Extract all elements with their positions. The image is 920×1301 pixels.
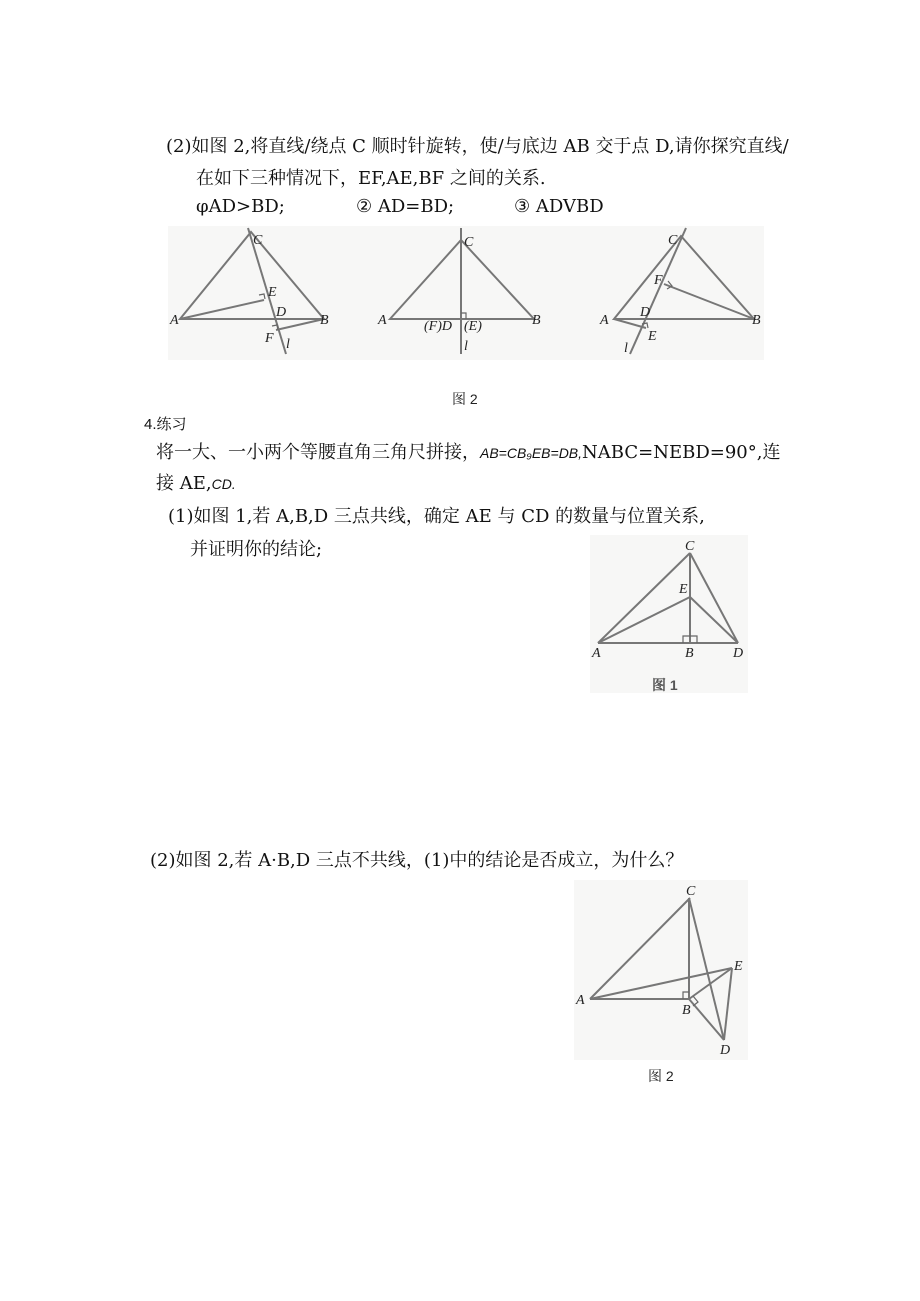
right-triangle — [599, 228, 761, 356]
right-label-e: E — [648, 329, 657, 344]
fig1-label-a: A — [592, 646, 601, 661]
left-label-l: l — [286, 337, 290, 352]
middle-label-c: C — [464, 235, 474, 250]
right-label-d: D — [640, 305, 651, 320]
fig2-label-a: A — [576, 993, 585, 1008]
left-label-f: F — [265, 331, 274, 346]
exercise-intro-line2 — [156, 473, 236, 495]
intro-text-a: 将一大、一小两个等腰直角三角尺拼接， — [156, 442, 480, 463]
fig1-line-ac — [598, 553, 690, 643]
figure2 — [574, 880, 748, 1060]
left-triangle-outline — [180, 232, 324, 319]
fig1-label-d: D — [733, 646, 744, 661]
question1-line1: (1)如图 1,若 A,B,D 三点共线，确定 AE 与 CD 的数量与位置关系, — [168, 506, 705, 527]
figure1 — [590, 535, 748, 693]
right-line-l — [630, 228, 686, 354]
middle-label-fd: (F)D — [424, 319, 452, 334]
middle-label-b: B — [532, 313, 541, 328]
fig1-line-cd — [690, 553, 738, 643]
fig2-label-e: E — [734, 959, 743, 974]
left-label-e: E — [268, 285, 277, 300]
figure1-svg — [590, 535, 748, 693]
intro-line2-b: CD. — [211, 476, 236, 492]
right-label-c: C — [668, 233, 678, 248]
case-1: φAD>BD; — [196, 196, 285, 217]
middle-label-a: A — [378, 313, 387, 328]
question1-line2: 并证明你的结论; — [190, 539, 323, 560]
right-label-a: A — [600, 313, 609, 328]
intro-line2-a: 接 AE, — [156, 473, 212, 494]
figure2-svg — [574, 880, 748, 1060]
question2: (2)如图 2,若 A·B,D 三点不共线，(1)中的结论是否成立，为什么？ — [150, 850, 684, 871]
left-right-angle-e — [259, 294, 265, 299]
left-label-a: A — [170, 313, 179, 328]
middle-label-e: (E) — [464, 319, 482, 334]
fig1-line-ae — [598, 597, 690, 643]
left-label-b: B — [320, 313, 329, 328]
right-label-l: l — [624, 341, 628, 356]
middle-triangle — [377, 228, 541, 354]
fig1-label-c: C — [685, 539, 695, 554]
right-segment-ae — [614, 319, 646, 328]
left-label-d: D — [276, 305, 287, 320]
exercise-heading: 4.练习 — [144, 416, 187, 433]
right-triangle-outline — [614, 236, 754, 319]
case-3: ③ ADVBD — [514, 196, 604, 217]
case-2: ② AD=BD; — [356, 196, 455, 217]
middle-label-l: l — [464, 339, 468, 354]
top-figure-strip — [168, 226, 764, 360]
figure1-caption: 图 1 — [652, 677, 678, 693]
left-segment-bf — [276, 319, 324, 330]
fig1-label-b: B — [685, 646, 694, 661]
top-figure-svg — [168, 226, 764, 360]
fig2-label-d: D — [720, 1043, 731, 1058]
fig1-label-e: E — [679, 582, 688, 597]
fig2-label-c: C — [686, 884, 696, 899]
intro-text-b: NABC=NEBD=90°,连 — [582, 442, 781, 463]
part2-line1: (2)如图 2,将直线/绕点 C 顺时针旋转，使/与底边 AB 交于点 D,请你探究直线/ — [166, 136, 789, 157]
intro-formula: AB=CB₉EB=DB, — [480, 445, 583, 461]
fig2-line-ed — [724, 968, 732, 1040]
right-label-f: F — [654, 273, 663, 288]
fig2-line-ac — [590, 898, 690, 999]
left-triangle — [169, 228, 329, 354]
fig2-label-b: B — [682, 1003, 691, 1018]
exercise-intro-line1 — [156, 442, 780, 464]
figure2-caption: 图 2 — [648, 1068, 674, 1084]
left-label-c: C — [253, 233, 263, 248]
part2-line2: 在如下三种情况下，EF,AE,BF 之间的关系. — [196, 168, 546, 189]
top-figure-caption: 图 2 — [452, 391, 478, 407]
right-segment-bf — [664, 284, 754, 319]
right-label-b: B — [752, 313, 761, 328]
